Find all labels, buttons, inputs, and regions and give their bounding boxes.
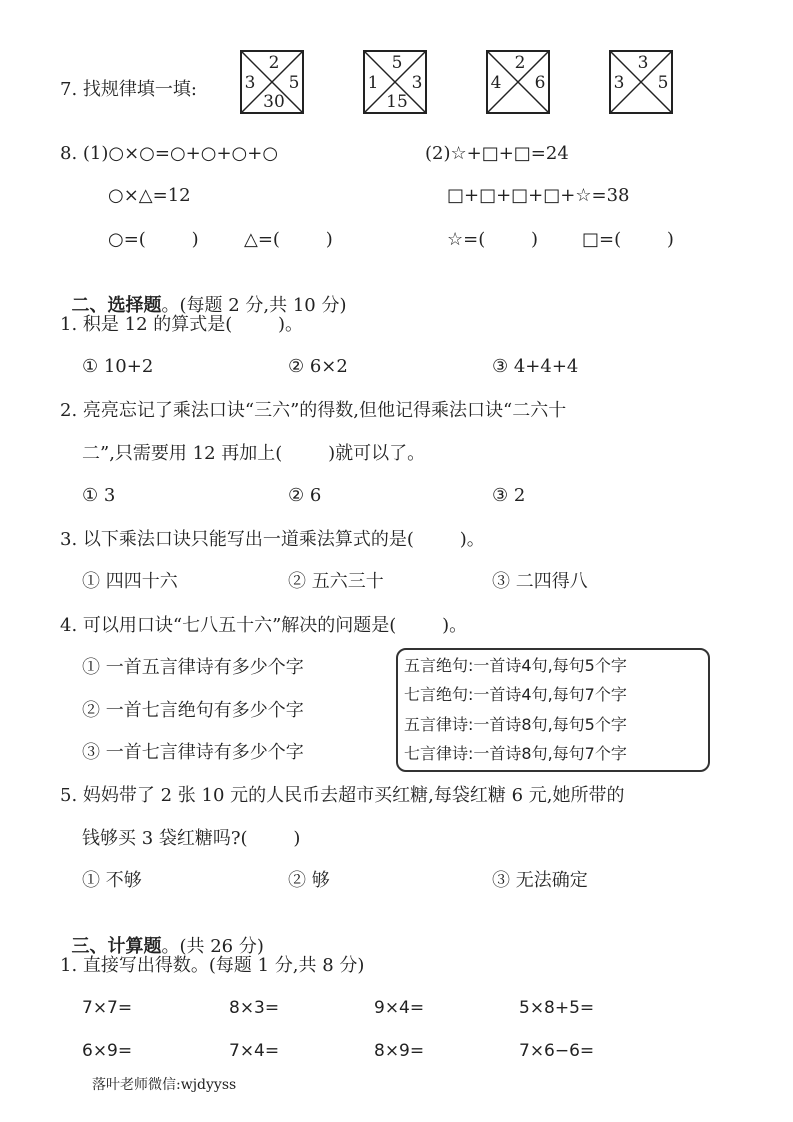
calc-item[interactable]: 7×6−6= xyxy=(519,1041,595,1061)
s3-q1-text: 1. 直接写出得数。(每题 1 分,共 8 分) xyxy=(60,955,365,976)
pattern-box-3 xyxy=(486,50,550,114)
box-bottom-number: 30 xyxy=(263,92,285,112)
section2-title: 二、选择题 xyxy=(71,295,162,316)
s2-q4-option-2[interactable]: ② 一首七言绝句有多少个字 xyxy=(82,700,304,721)
box-right-number: 5 xyxy=(657,73,669,93)
s2-q2-line1: 2. 亮亮忘记了乘法口诀“三六”的得数,但他记得乘法口诀“二六十 xyxy=(60,400,567,421)
s2-q4-text: 4. 可以用口诀“七八五十六”解决的问题是( )。 xyxy=(60,615,468,636)
q7-label: 7. 找规律填一填: xyxy=(60,79,197,100)
s2-q5-option-1[interactable]: ① 不够 xyxy=(82,870,142,891)
box-top-number: 3 xyxy=(637,53,649,73)
q8-part2: (2)☆+□+□=24 xyxy=(425,143,569,164)
poem-info-line: 五言律诗:一首诗8句,每句5个字 xyxy=(404,715,627,734)
section3-note: 。(共 26 分) xyxy=(161,936,264,957)
s2-q5-line2: 钱够买 3 袋红糖吗?( ) xyxy=(82,828,301,849)
poem-info-box xyxy=(396,648,710,772)
s2-q5-line1: 5. 妈妈带了 2 张 10 元的人民币去超市买红糖,每袋红糖 6 元,她所带的 xyxy=(60,785,625,806)
footer-text: 落叶老师微信:wjdyyss xyxy=(92,1077,237,1093)
s2-q1-option-3[interactable]: ③ 4+4+4 xyxy=(492,356,579,377)
pattern-box-2 xyxy=(363,50,427,114)
section3-title: 三、计算题 xyxy=(71,936,162,957)
poem-info-line: 七言律诗:一首诗8句,每句7个字 xyxy=(404,744,627,763)
calc-item[interactable]: 7×4= xyxy=(229,1041,280,1061)
s2-q5-option-2[interactable]: ② 够 xyxy=(288,870,330,891)
calc-item[interactable]: 8×3= xyxy=(229,998,280,1018)
box-right-number: 3 xyxy=(411,73,423,93)
poem-info-line: 五言绝句:一首诗4句,每句5个字 xyxy=(404,656,627,675)
box-left-number: 1 xyxy=(367,73,379,93)
s2-q3-option-2[interactable]: ② 五六三十 xyxy=(288,571,384,592)
poem-info-line: 七言绝句:一首诗4句,每句7个字 xyxy=(404,685,627,704)
calc-item[interactable]: 7×7= xyxy=(82,998,133,1018)
s2-q5-option-3[interactable]: ③ 无法确定 xyxy=(492,870,588,891)
s2-q1-option-1[interactable]: ① 10+2 xyxy=(82,356,154,377)
box-right-number: 5 xyxy=(288,73,300,93)
section2-heading xyxy=(60,270,346,318)
s2-q3-option-1[interactable]: ① 四四十六 xyxy=(82,571,178,592)
box-left-number: 3 xyxy=(613,73,625,93)
calc-item[interactable]: 5×8+5= xyxy=(519,998,595,1018)
s2-q2-option-1[interactable]: ① 3 xyxy=(82,485,116,506)
box-top-number: 2 xyxy=(514,53,526,73)
s2-q1-text: 1. 积是 12 的算式是( )。 xyxy=(60,314,304,335)
q8-part1: 8. (1)○×○=○+○+○+○ xyxy=(60,143,279,164)
box-top-number: 5 xyxy=(391,53,403,73)
s2-q2-option-3[interactable]: ③ 2 xyxy=(492,485,526,506)
section2-note: 。(每题 2 分,共 10 分) xyxy=(161,295,347,316)
s2-q3-text: 3. 以下乘法口诀只能写出一道乘法算式的是( )。 xyxy=(60,529,485,550)
pattern-box-1 xyxy=(240,50,304,114)
pattern-box-4 xyxy=(609,50,673,114)
box-right-number: 6 xyxy=(534,73,546,93)
box-top-number: 2 xyxy=(268,53,280,73)
box-left-number: 3 xyxy=(244,73,256,93)
s2-q2-line2: 二”,只需要用 12 再加上( )就可以了。 xyxy=(82,443,426,464)
q8-circle-answer[interactable]: ○=( ) xyxy=(108,229,199,250)
q8-triangle-answer[interactable]: △=( ) xyxy=(244,229,333,250)
s2-q4-option-3[interactable]: ③ 一首七言律诗有多少个字 xyxy=(82,742,304,763)
s2-q2-option-2[interactable]: ② 6 xyxy=(288,485,322,506)
box-left-number: 4 xyxy=(490,73,502,93)
calc-item[interactable]: 9×4= xyxy=(374,998,425,1018)
q8-square-answer[interactable]: □=( ) xyxy=(582,229,674,250)
box-bottom-number: 15 xyxy=(386,92,408,112)
q8-line2-left: ○×△=12 xyxy=(108,185,191,206)
s2-q4-option-1[interactable]: ① 一首五言律诗有多少个字 xyxy=(82,657,304,678)
q8-line2-right: □+□+□+□+☆=38 xyxy=(447,185,630,206)
calc-item[interactable]: 6×9= xyxy=(82,1041,133,1061)
q8-star-answer[interactable]: ☆=( ) xyxy=(447,229,539,250)
calc-item[interactable]: 8×9= xyxy=(374,1041,425,1061)
s2-q1-option-2[interactable]: ② 6×2 xyxy=(288,356,348,377)
s2-q3-option-3[interactable]: ③ 二四得八 xyxy=(492,571,588,592)
section3-heading xyxy=(60,911,264,959)
